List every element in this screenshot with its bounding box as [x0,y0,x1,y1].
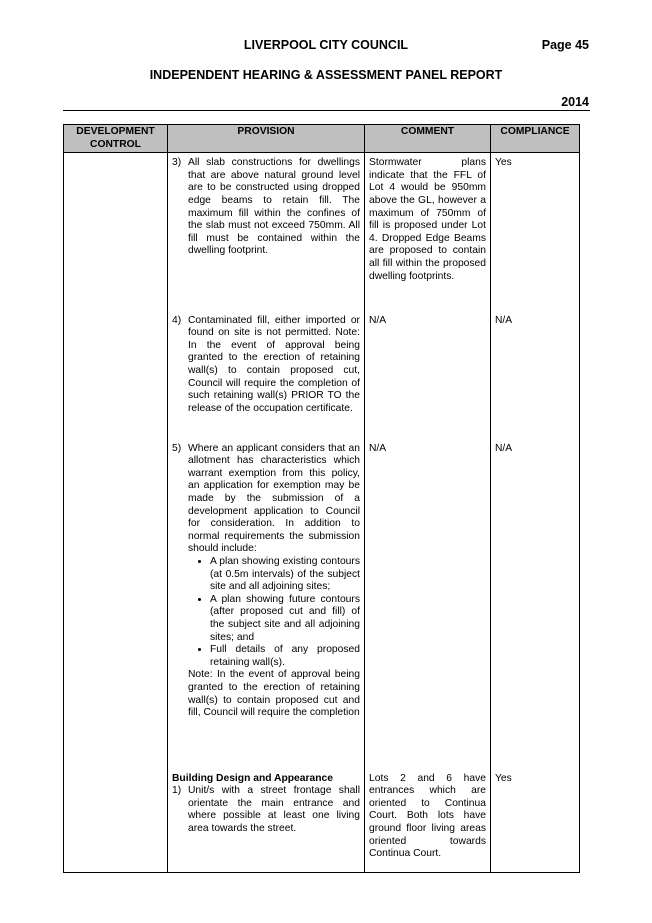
report-subtitle: INDEPENDENT HEARING & ASSESSMENT PANEL REPORT [149,68,503,82]
provision-cell [168,153,365,315]
table-header-row [64,125,580,153]
col-header-provision: PROVISION [168,125,365,153]
provision-text: All slab constructions for dwellings that are above natural ground level are to be constructed using dropped edge beams to retain fill. The maximum fill within the confines of the slab must not exceed 750mm. All fill must be contained within the dwelling footprint. [188,157,360,257]
col-header-development-control: DEVELOPMENT CONTROL [64,125,168,153]
list-item: • Full details of any proposed retaining wall(s). [210,644,360,669]
list-item: • A plan showing existing contours (at 0.5m intervals) of the subject site and all adjoining sites; [210,556,360,594]
development-control-cell [64,315,168,443]
item-number: 1) [172,785,182,797]
provision-text: Where an applicant considers that an allotment has characteristics which warrant exemption from this policy, an application for exemption may be made by the submission of a development application to Council for consideration. In addition to normal requirements the submission should include: [188,442,360,555]
section-heading: Building Design and Appearance [172,772,333,784]
report-year: 2014 [561,95,589,109]
provision-cell [168,443,365,773]
provision-text: Contaminated fill, either imported or found on site is not permitted. Note: In the event of approval being granted to the erection of retaining wall(s) to contain proposed cut, Council will require the completion of such retaining wall(s) PRIOR TO the release of the occupation certificate. [188,314,360,414]
comment-cell: Lots 2 and 6 have entrances which are oriented to Continua Court. Both lots have ground floor living areas oriented towards Continua Court. [365,773,491,873]
header-divider [63,110,590,111]
development-control-cell [64,773,168,873]
comment-cell: Stormwater plans indicate that the FFL of Lot 4 would be 950mm above the GL, however a maximum of 750mm of fill is proposed under Lot 4. Dropped Edge Beams are proposed to contain all fill within the proposed dwelling footprints. [365,153,491,315]
list-item: • A plan showing future contours (after proposed cut and fill) of the subject site and all adjoining sites; and [210,594,360,644]
bullet-list [188,556,360,669]
comment-cell: N/A [365,315,491,443]
development-control-cell [64,153,168,315]
compliance-cell: Yes [491,773,580,873]
compliance-cell: Yes [491,153,580,315]
table-row [64,773,580,873]
development-control-cell [64,443,168,773]
provision-cell [168,315,365,443]
table-row [64,443,580,773]
report-title: LIVERPOOL CITY COUNCIL [243,38,409,52]
col-header-compliance: COMPLIANCE [491,125,580,153]
provision-cell [168,773,365,873]
provision-text: Unit/s with a street frontage shall orientate the main entrance and where possible at least one living area towards the street. [188,785,360,835]
item-number: 5) [172,442,182,454]
compliance-cell: N/A [491,443,580,773]
page-number: Page 45 [541,38,589,52]
compliance-cell: N/A [491,315,580,443]
item-number: 4) [172,314,182,326]
col-header-comment: COMMENT [365,125,491,153]
table-row [64,315,580,443]
provision-note: Note: In the event of approval being granted to the erection of retaining wall(s) to contain proposed cut and fill, Council will require the completion [188,669,360,719]
item-number: 3) [172,157,182,169]
table-row [64,153,580,315]
assessment-table [63,124,580,873]
comment-cell: N/A [365,443,491,773]
